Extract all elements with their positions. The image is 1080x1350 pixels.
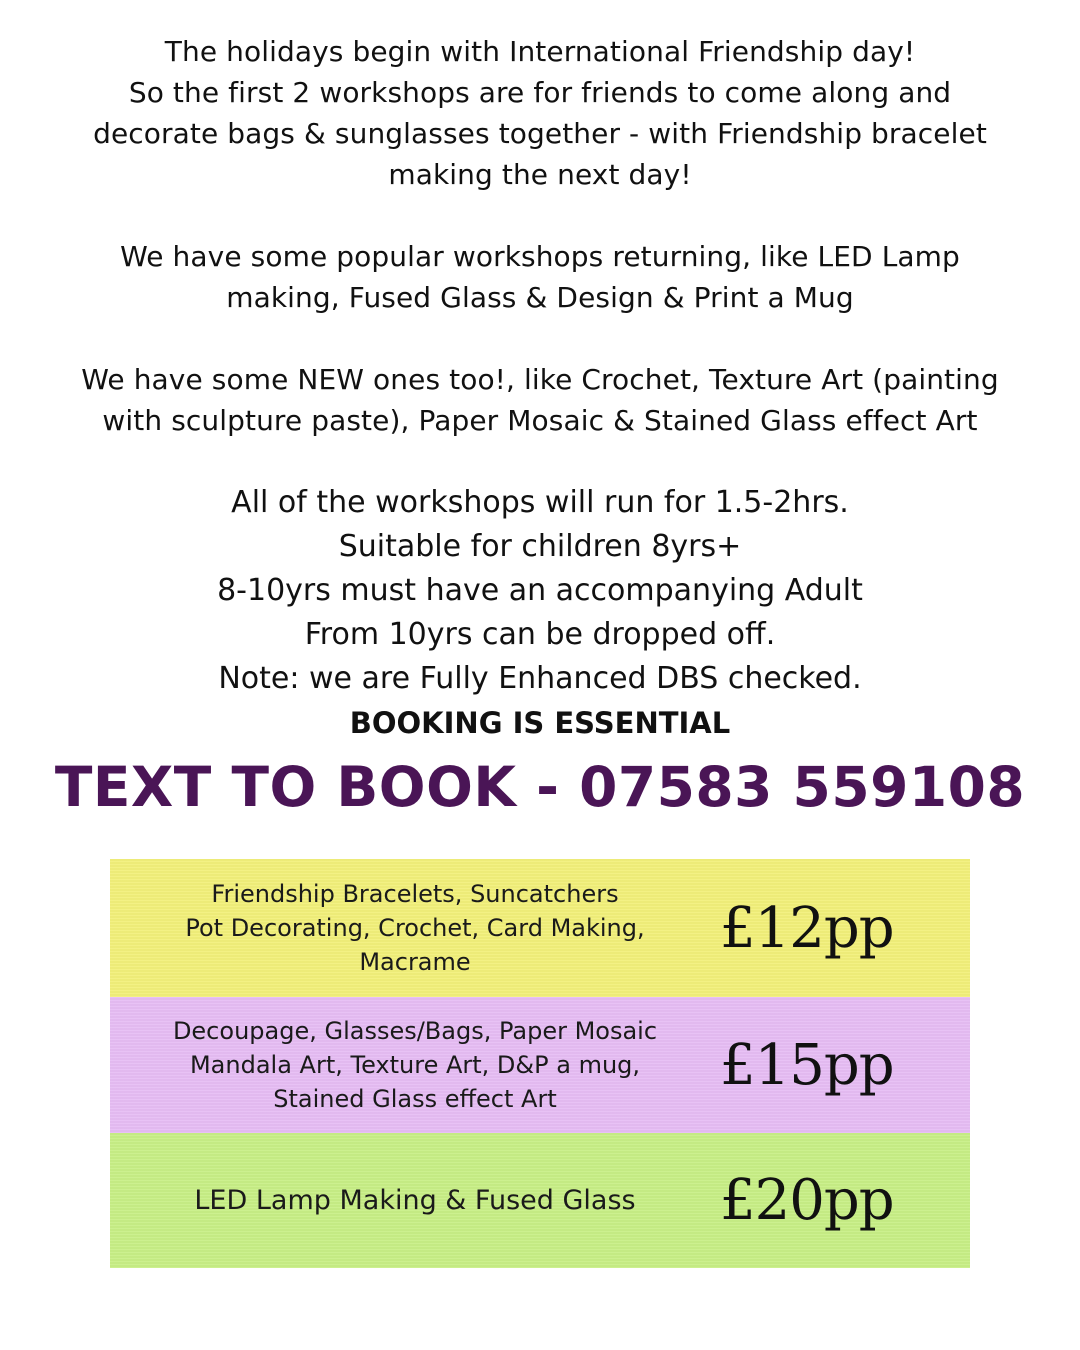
text-to-book-heading: TEXT TO BOOK - 07583 559108 xyxy=(54,755,1026,819)
tier-price: £20pp xyxy=(720,1168,894,1233)
intro-line: We have some NEW ones too!, like Crochet, Texture Art (painting xyxy=(81,363,999,396)
pricing-tier-15 xyxy=(110,997,970,1133)
detail-age: Suitable for children 8yrs+ xyxy=(338,529,742,564)
pricing-tier-12 xyxy=(110,859,970,997)
detail-adult: 8-10yrs must have an accompanying Adult xyxy=(217,573,863,608)
tier-item-line: Macrame xyxy=(359,948,471,976)
pricing-table xyxy=(110,859,970,1268)
booking-notice: BOOKING IS ESSENTIAL xyxy=(349,706,731,740)
tier-item-line: LED Lamp Making & Fused Glass xyxy=(194,1184,636,1216)
tier-item-line: Stained Glass effect Art xyxy=(273,1085,557,1113)
tier-price: £12pp xyxy=(720,895,894,961)
intro-line: decorate bags & sunglasses together - with Friendship bracelet xyxy=(93,117,987,150)
detail-drop-off: From 10yrs can be dropped off. xyxy=(304,617,776,652)
intro-line: making, Fused Glass & Design & Print a Mug xyxy=(226,281,854,314)
workshop-details xyxy=(60,481,1020,701)
intro-paragraph-returning xyxy=(60,236,1020,318)
intro-line: So the first 2 workshops are for friends to come along and xyxy=(128,76,952,109)
pricing-tier-20 xyxy=(110,1133,970,1268)
detail-duration: All of the workshops will run for 1.5-2hrs. xyxy=(231,485,849,520)
tier-items xyxy=(110,1184,720,1218)
detail-dbs: Note: we are Fully Enhanced DBS checked. xyxy=(218,661,862,696)
tier-item-line: Friendship Bracelets, Suncatchers xyxy=(211,880,619,908)
intro-paragraph-new xyxy=(60,359,1020,441)
tier-item-line: Pot Decorating, Crochet, Card Making, xyxy=(185,914,645,942)
tier-items xyxy=(110,1014,720,1116)
intro-line: We have some popular workshops returning, like LED Lamp xyxy=(120,240,960,273)
intro-line: The holidays begin with International Friendship day! xyxy=(164,35,916,68)
intro-paragraph-friendship xyxy=(60,31,1020,195)
tier-item-line: Mandala Art, Texture Art, D&P a mug, xyxy=(189,1051,641,1079)
tier-price: £15pp xyxy=(720,1032,894,1098)
tier-item-line: Decoupage, Glasses/Bags, Paper Mosaic xyxy=(172,1017,658,1045)
intro-line: making the next day! xyxy=(388,158,692,191)
tier-items xyxy=(110,877,720,979)
intro-line: with sculpture paste), Paper Mosaic & Stained Glass effect Art xyxy=(102,404,978,437)
